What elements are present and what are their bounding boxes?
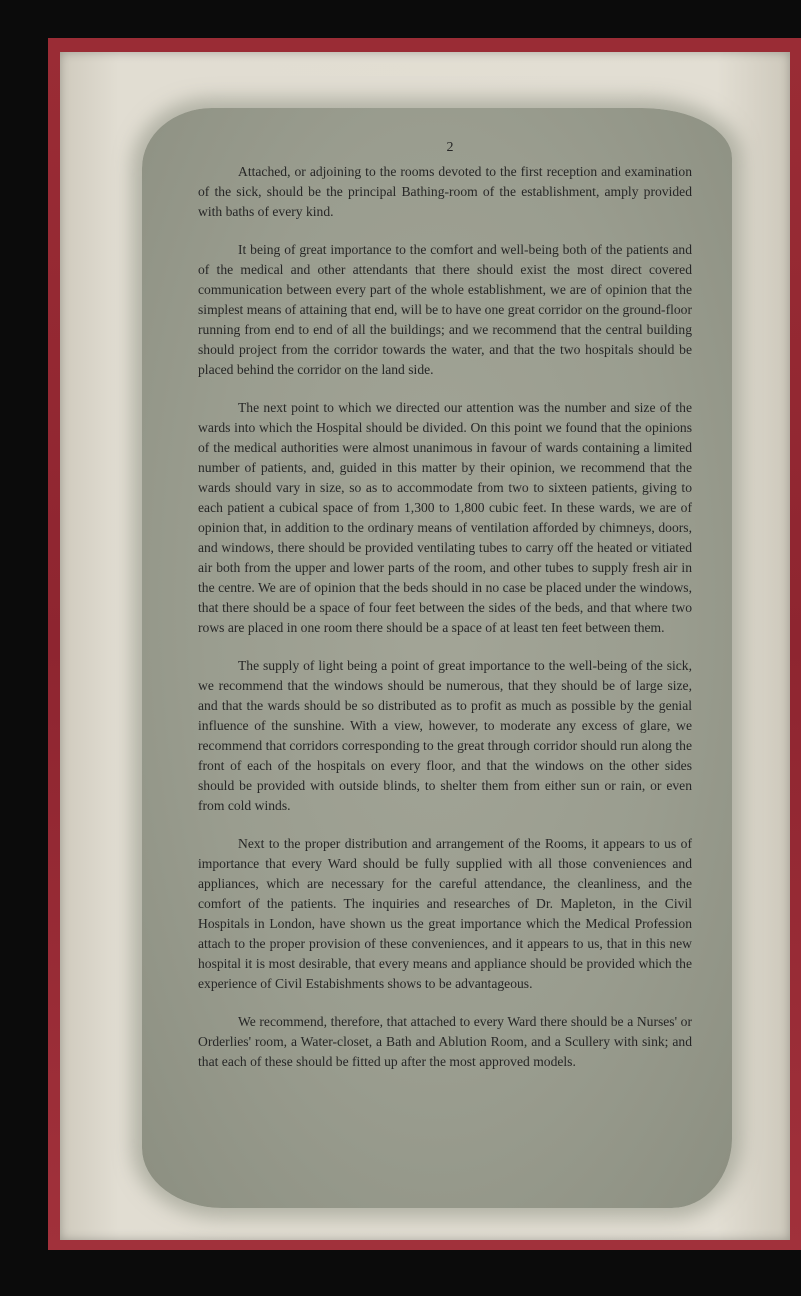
- page-number: 2: [446, 140, 454, 155]
- paragraph-light: The supply of light being a point of great importance to the well-being of the sick, we recommend that the windows should be numerous, that they should be of large size, and that the wards should be so distributed as to profit as much as possible by the genial influence of the sunshine. With a view, however, to moderate any excess of glare, we recommend that corridors corresponding to the great through corridor should run along the front of each of the hospitals on every floor, and that the windows on the other sides should be provided with outside blinds, to shelter them from either sun or rain, or even from cold winds.: [198, 658, 692, 813]
- paragraph-corridor: It being of great importance to the comfort and well-being both of the patients and of the medical and other attendants that there should exist the most direct covered communication between every part of the whole establishment, we are of opinion that the simplest means of attaining that end, will be to have one great corridor on the ground-floor running from end to end of all the buildings; and we recommend that the central building should project from the corridor towards the water, and that the two hospitals should be placed behind the corridor on the land side.: [198, 242, 692, 377]
- paragraph-bathing-room: Attached, or adjoining to the rooms devoted to the first reception and examination of the sick, should be the principal Bathing-room of the establishment, amply provided with baths of every kind.: [198, 164, 692, 219]
- page-body: [198, 138, 692, 1090]
- paragraph-wards: The next point to which we directed our attention was the number and size of the wards into which the Hospital should be divided. On this point we found that the opinions of the medical authorities were almost unanimous in favour of wards containing a limited number of patients, and, guided in this matter by their opinion, we recommend that the wards should vary in size, so as to accommodate from two to sixteen patients, giving to each patient a cubical space of from 1,300 to 1,800 cubic feet. In these wards, we are of opinion that, in addition to the ordinary means of ventilation afforded by chimneys, doors, and windows, there should be provided ventilating tubes to carry off the heated or vitiated air both from the upper and lower parts of the room, and other tubes to supply fresh air in the centre. We are of opinion that the beds should in no case be placed under the windows, that there should be a space of four feet between the sides of the beds, and that where two rows are placed in one room there should be a space of at least ten feet between them.: [198, 400, 692, 635]
- paragraph-conveniences: Next to the proper distribution and arrangement of the Rooms, it appears to us of importance that every Ward should be fully supplied with all those conveniences and appliances, which are necessary for the careful attendance, the cleanliness, and the comfort of the patients. The inquiries and researches of Dr. Mapleton, in the Civil Hospitals in London, have shown us the great importance which the Medical Profession attach to the proper provision of these conveniences, and it appears to us, that in this new hospital it is most desirable, that every means and appliance should be provided which the experience of Civil Estabishments shows to be advantageous.: [198, 836, 692, 991]
- paragraph-recommendation: We recommend, therefore, that attached to every Ward there should be a Nurses' or Orderlies' room, a Water-closet, a Bath and Ablution Room, and a Scullery with sink; and that each of these should be fitted up after the most approved models.: [198, 1014, 692, 1069]
